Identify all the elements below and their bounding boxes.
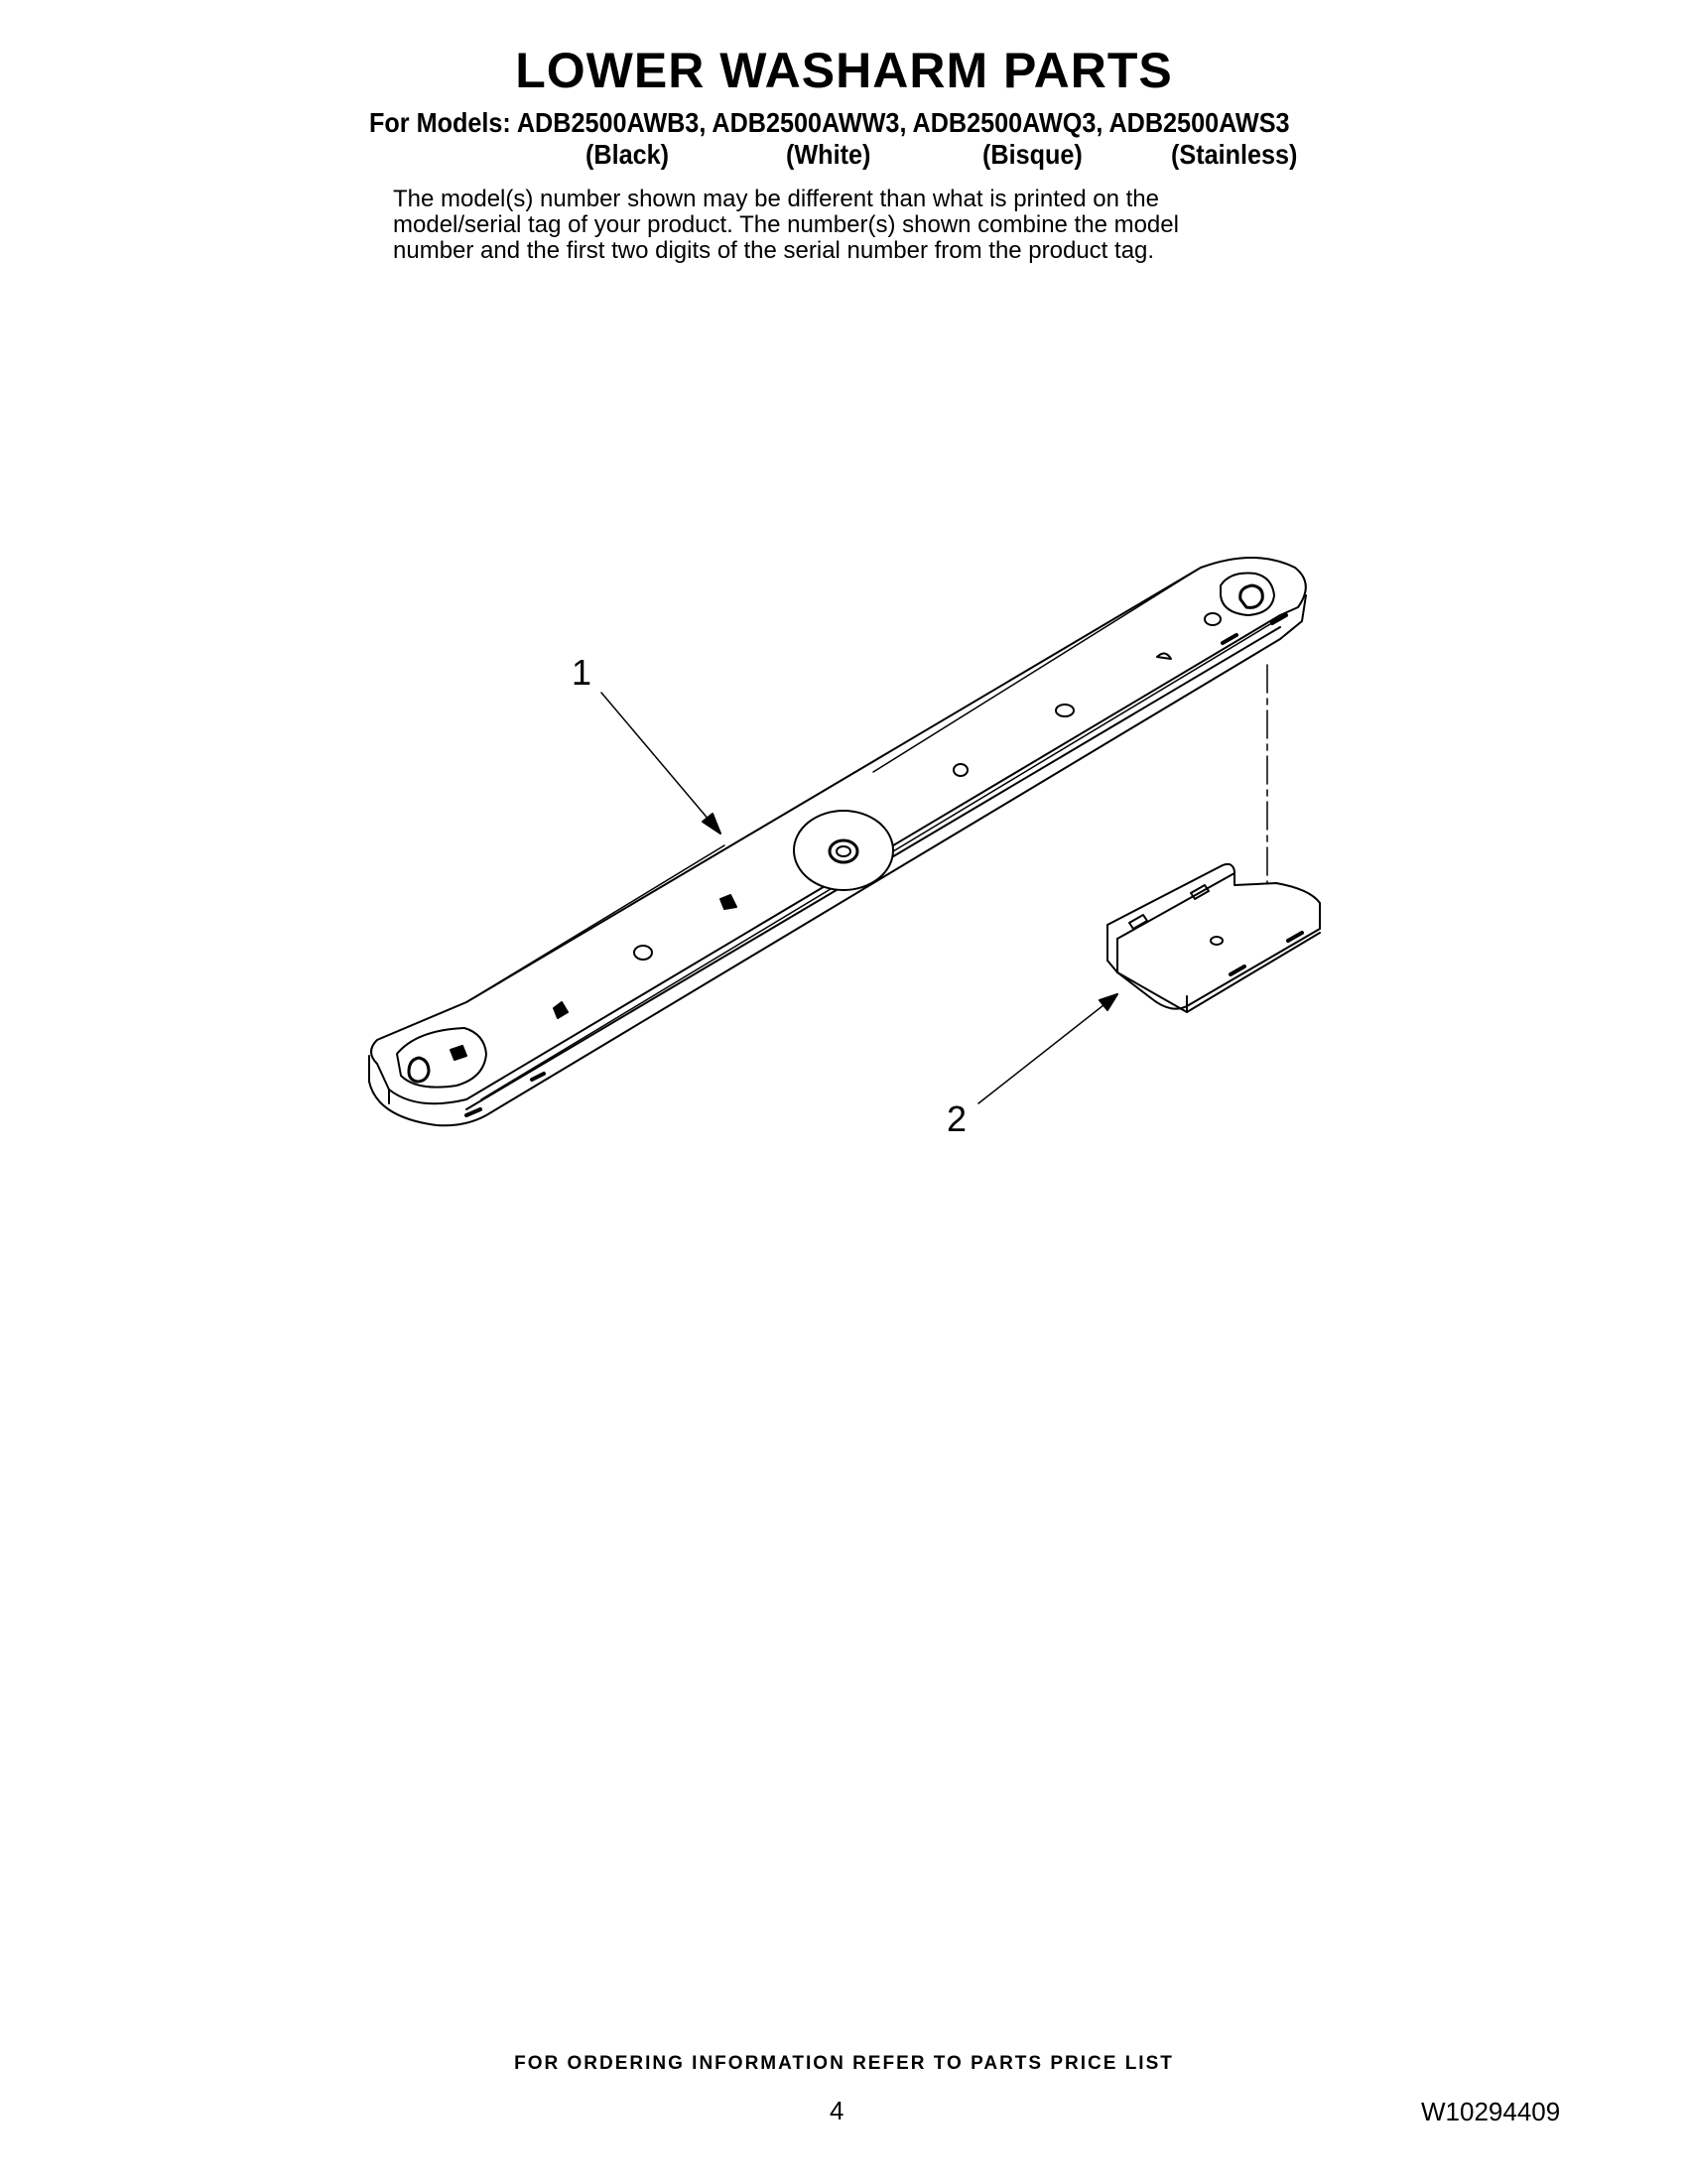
color-white: (White) [786,139,871,170]
ordering-info: FOR ORDERING INFORMATION REFER TO PARTS PRICE LIST [514,2053,1174,2074]
lower-washarm-part [369,558,1306,1125]
color-black: (Black) [585,139,670,170]
models-line: For Models: ADB2500AWB3, ADB2500AWW3, ADB2500AWQ3, ADB2500AWS3 [369,107,1290,138]
note-line-2: model/serial tag of your product. The number(s) shown combine the model [393,211,1179,238]
note-line-1: The model(s) number shown may be different than what is printed on the [393,186,1159,212]
document-number: W10294409 [1421,2097,1561,2126]
page-number: 4 [830,2096,844,2125]
callout-1: 1 [572,652,592,693]
page-title: LOWER WASHARM PARTS [515,43,1173,98]
callout-2: 2 [947,1098,968,1139]
color-stainless: (Stainless) [1171,139,1298,170]
color-bisque: (Bisque) [982,139,1083,170]
note-line-3: number and the first two digits of the serial number from the product tag. [393,237,1155,264]
